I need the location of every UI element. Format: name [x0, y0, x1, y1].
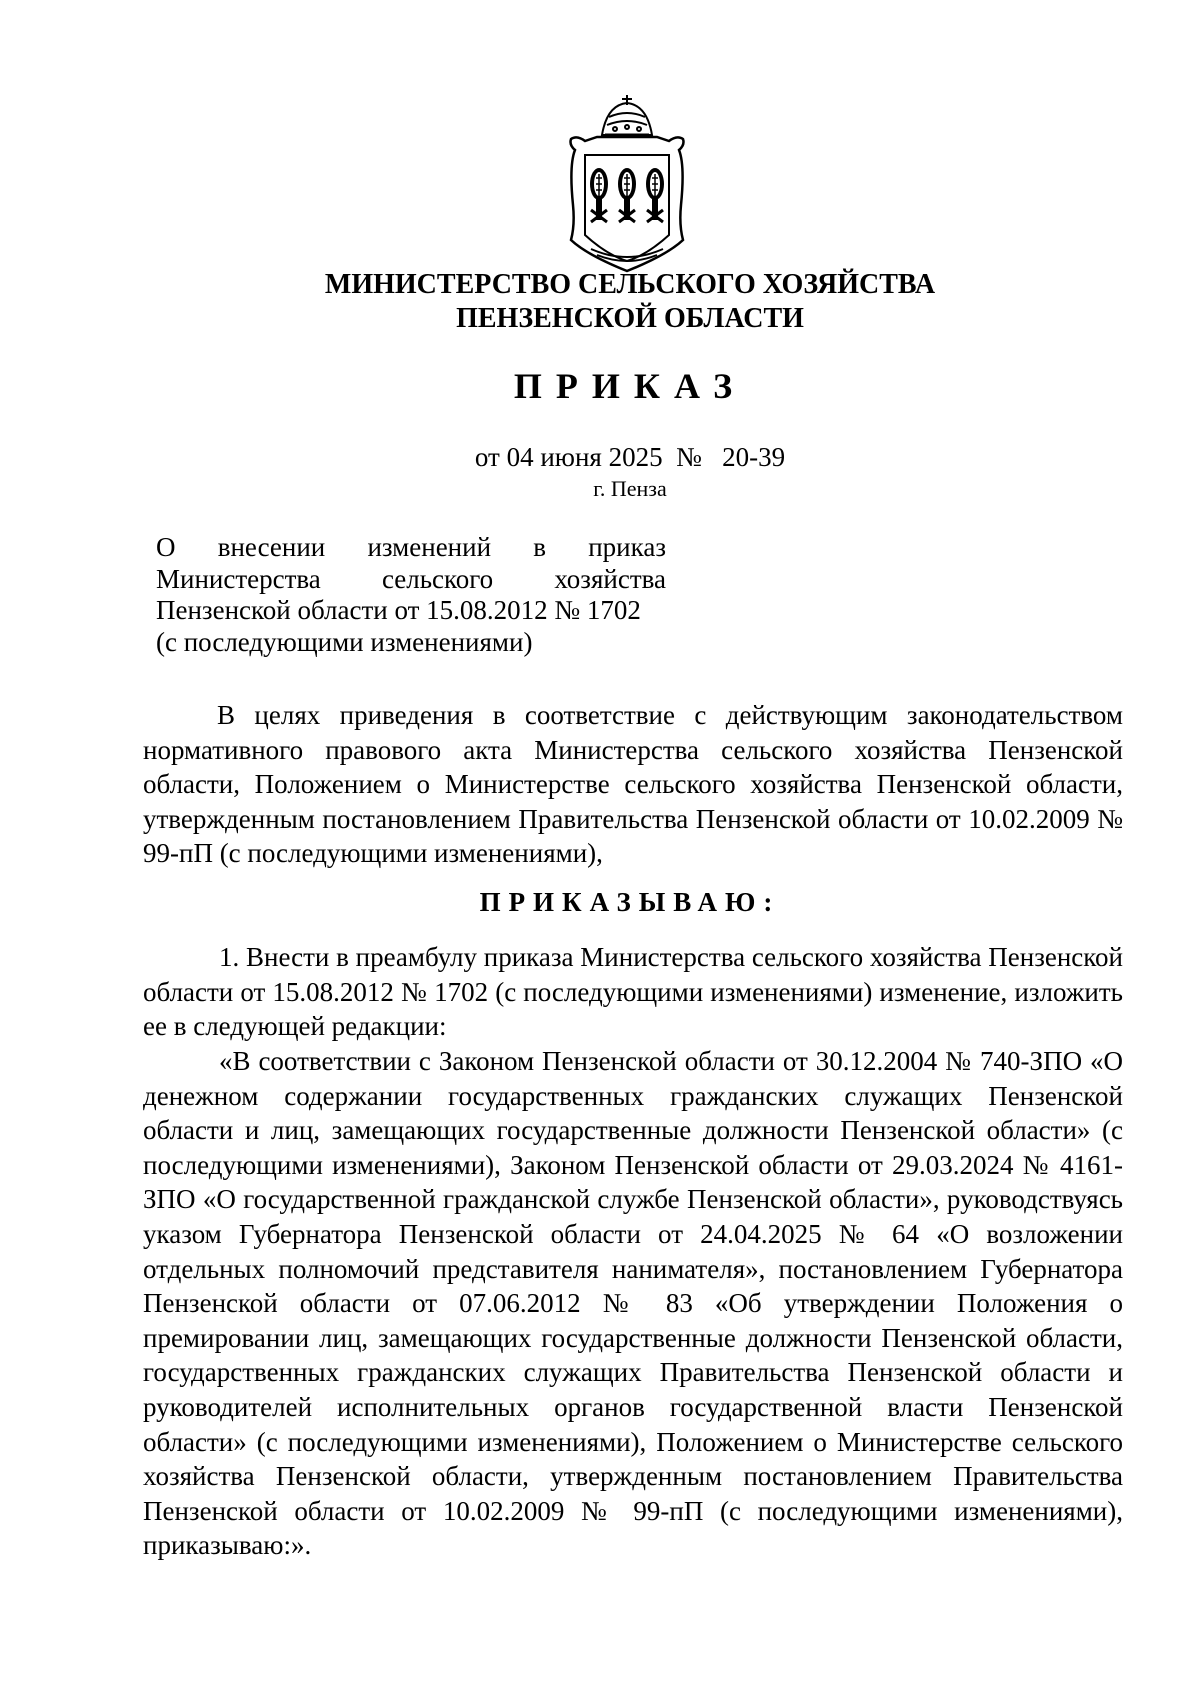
- subject-line: Пензенской области от 15.08.2012 № 1702: [156, 595, 641, 625]
- preamble-paragraph: В целях приведения в соответствие с действующим законодательством нормативного правового акта Министерства сельского хозяйства Пензенской области, Положением о Министерстве сельского хозяйства Пензенской области, утвержденным постановлением Правительства Пензенской области от 10.02.2009 № 99-пП (с последующими изменениями),: [143, 700, 1123, 869]
- order-city: г. Пенза: [593, 476, 667, 501]
- subject-line: Министерства сельского хозяйства: [156, 563, 666, 594]
- order-item-1: 1. Внести в преамбулу приказа Министерства сельского хозяйства Пензенской области от 15.08.2012 № 1702 (с последующими изменениями) изменение, изложить ее в следующей редакции:: [143, 942, 1123, 1042]
- decree-heading: ПРИКАЗЫВАЮ:: [479, 887, 781, 917]
- subject-line: О внесении изменений в приказ: [156, 532, 666, 562]
- ministry-name-line2: ПЕНЗЕНСКОЙ ОБЛАСТИ: [456, 303, 804, 334]
- amended-preamble-quote: «В соответствии с Законом Пензенской области от 30.12.2004 № 740-ЗПО «О денежном содержании государственных гражданских служащих Пензенской области и лиц, замещающих государственные должности Пензенской области» (с последующими изменениями), Законом Пензенской области от 29.03.2024 № 4161-ЗПО «О государственной гражданской службе Пензенской области», руководствуясь указом Губернатора Пензенской области от 24.04.2025 № 64 «О возложении отдельных полномочий представителя нанимателя», постановлением Губернатора Пензенской области от 07.06.2012 № 83 «Об утверждении Положения о премировании лиц, замещающих государственные должности Пензенской области, государственных гражданских служащих Правительства Пензенской области и руководителей исполнительных органов государственной власти Пензенской области» (с последующими изменениями), Положением о Министерстве сельского хозяйства Пензенской области, утвержденным постановлением Правительства Пензенской области от 10.02.2009 № 99-пП (с последующими изменениями), приказываю:».: [143, 1046, 1123, 1561]
- document-type-title: ПРИКАЗ: [513, 366, 747, 406]
- ministry-name-line1: МИНИСТЕРСТВО СЕЛЬСКОГО ХОЗЯЙСТВА: [324, 269, 936, 300]
- coat-of-arms-icon: [557, 95, 697, 275]
- subject-line: (с последующими изменениями): [156, 626, 533, 657]
- order-date-number: от 04 июня 2025 № 20-39: [474, 442, 786, 472]
- order-subject: [156, 532, 666, 658]
